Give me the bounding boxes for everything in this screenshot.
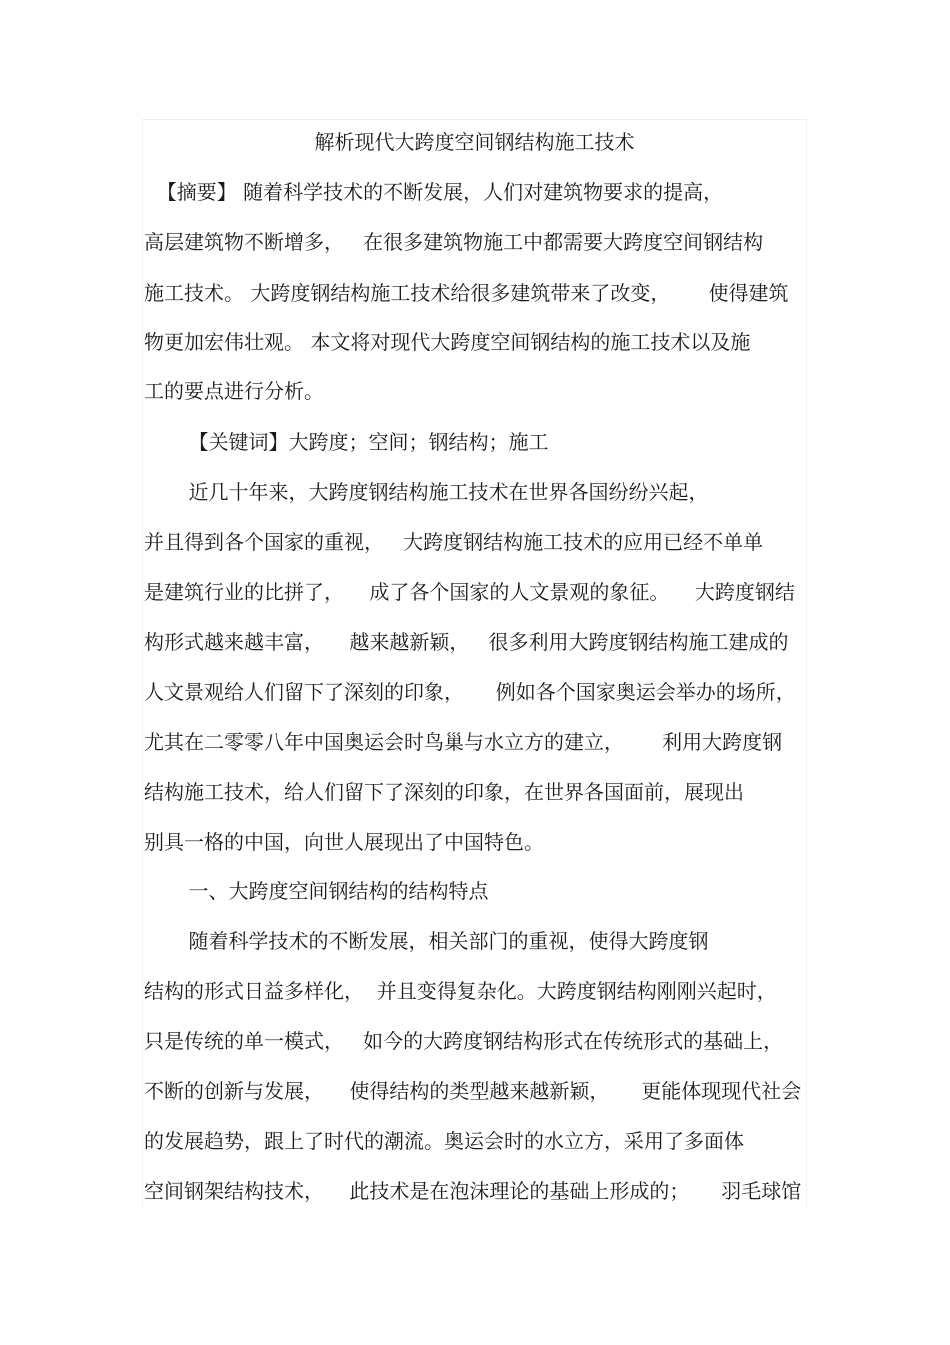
abstract-line: 物更加宏伟壮观。 本文将对现代大跨度空间钢结构的施工技术以及施 xyxy=(144,330,751,354)
body-text-line: 只是传统的单一模式， 如今的大跨度钢结构形式在传统形式的基础上， xyxy=(144,1029,784,1053)
body-text-line: 并且得到各个国家的重视， 大跨度钢结构施工技术的应用已经不单单 xyxy=(144,530,764,554)
abstract-line: 施工技术。 大跨度钢结构施工技术给很多建筑带来了改变， 使得建筑 xyxy=(144,281,789,305)
body-text-line: 空间钢架结构技术， 此技术是在泡沫理论的基础上形成的； 羽毛球馆 xyxy=(144,1179,802,1203)
body-text-line: 结构施工技术，给人们留下了深刻的印象，在世界各国面前，展现出 xyxy=(144,780,744,804)
abstract-line: 【摘要】 随着科学技术的不断发展，人们对建筑物要求的提高， xyxy=(144,180,724,204)
section-heading: 一、大跨度空间钢结构的结构特点 xyxy=(144,879,489,903)
abstract-line: 工的要点进行分析。 xyxy=(144,379,324,403)
body-text-line: 结构的形式日益多样化， 并且变得复杂化。大跨度钢结构刚刚兴起时， xyxy=(144,979,777,1003)
abstract-line: 高层建筑物不断增多， 在很多建筑物施工中都需要大跨度空间钢结构 xyxy=(144,230,764,254)
body-text-line: 近几十年来，大跨度钢结构施工技术在世界各国纷纷兴起， xyxy=(144,480,709,504)
body-text-line: 的发展趋势，跟上了时代的潮流。奥运会时的水立方，采用了多面体 xyxy=(144,1129,744,1153)
body-text-line: 别具一格的中国，向世人展现出了中国特色。 xyxy=(144,830,544,854)
body-text-line: 尤其在二零零八年中国奥运会时鸟巢与水立方的建立， 利用大跨度钢 xyxy=(144,730,783,754)
keywords-line: 【关键词】大跨度；空间；钢结构；施工 xyxy=(144,430,549,454)
body-text-line: 人文景观给人们留下了深刻的印象， 例如各个国家奥运会举办的场所， xyxy=(144,680,796,704)
document-title: 解析现代大跨度空间钢结构施工技术 xyxy=(314,130,635,154)
body-text-line: 随着科学技术的不断发展，相关部门的重视，使得大跨度钢 xyxy=(144,929,709,953)
body-text-line: 是建筑行业的比拼了， 成了各个国家的人文景观的象征。 大跨度钢结 xyxy=(144,580,795,604)
body-text-line: 不断的创新与发展， 使得结构的类型越来越新颖， 更能体现现代社会 xyxy=(144,1079,802,1103)
body-text-line: 构形式越来越丰富， 越来越新颖， 很多利用大跨度钢结构施工建成的 xyxy=(144,630,789,654)
